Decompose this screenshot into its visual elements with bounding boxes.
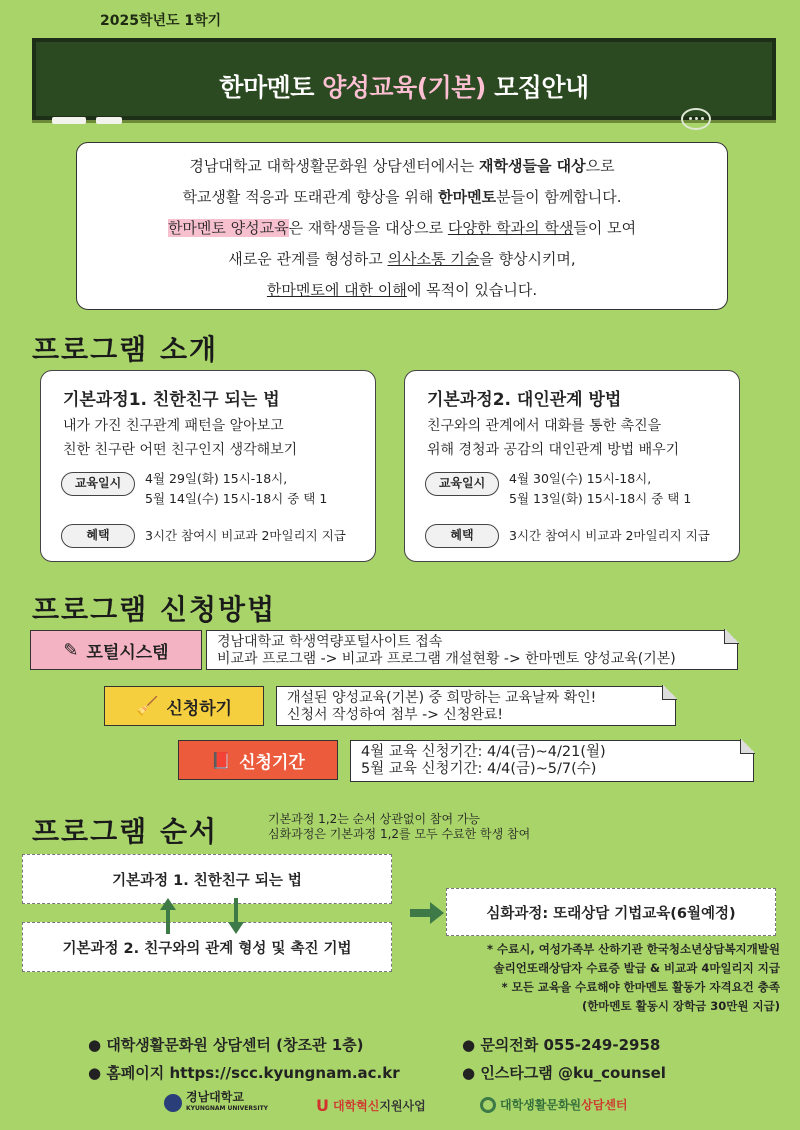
step-line-2: 5월 교육 신청기간: 4/4(금)~5/7(수) [361, 761, 597, 777]
course-dates [509, 469, 691, 509]
title-part-2: 양성교육(기본) [322, 73, 486, 102]
chalkboard-header [32, 38, 776, 120]
benefit-pill: 혜택 [425, 524, 499, 548]
center-text-a: 대학생활문화원 [500, 1098, 582, 1112]
step-apply-label [104, 686, 264, 726]
chalk-piece [96, 117, 122, 124]
section-heading-apply: 프로그램 신청방법 [32, 593, 277, 626]
swap-arrows-icon [150, 896, 260, 936]
course-title: 기본과정1. 친한친구 되는 법 [63, 390, 280, 410]
order-basic-2: 기본과정 2. 친구와의 관계 형성 및 촉진 기법 [22, 922, 392, 972]
footnote-2: 솔리언또래상담자 수료증 발급 & 비교과 4마일리지 지급 [493, 961, 780, 975]
step-apply-info [276, 686, 676, 726]
u-mark-icon: U [316, 1096, 329, 1115]
footnote-1: * 수료시, 여성가족부 산하기관 한국청소년상담복지개발원 [486, 942, 780, 956]
pencil-icon: ✎ [63, 639, 79, 661]
date-line-1: 4월 30일(수) 15시-18시, [509, 471, 652, 486]
footnote-3: * 모든 교육을 수료해야 한마멘토 활동가 자격요건 충족 [501, 980, 780, 994]
course-desc-2: 위해 경청과 공감의 대인관계 방법 배우기 [427, 442, 680, 458]
contact-insta: ● 인스타그램 @ku_counsel [462, 1064, 666, 1082]
footnotes [456, 940, 780, 1016]
step-line-1: 개설된 양성교육(기본) 중 희망하는 교육날짜 확인! [287, 690, 597, 706]
step-line-2: 신청서 작성하여 첨부 -> 신청완료! [287, 707, 504, 723]
leaf-icon [480, 1097, 496, 1113]
univ-logo [164, 1092, 268, 1114]
title-part-3: 모집안내 [485, 73, 589, 102]
center-logo [480, 1096, 628, 1113]
step-line-1: 4월 교육 신청기간: 4/4(금)~4/21(월) [361, 744, 606, 760]
broom-icon: 🧹 [135, 695, 159, 717]
step-line-2: 비교과 프로그램 -> 비교과 프로그램 개설현황 -> 한마멘토 양성교육(기본) [217, 651, 676, 667]
order-advanced: 심화과정: 또래상담 기법교육(6월예정) [446, 888, 776, 936]
course-desc-1: 내가 가진 친구관계 패턴을 알아보고 [63, 418, 284, 434]
speech-bubble-icon [681, 108, 711, 130]
univ-emblem-icon [164, 1094, 182, 1112]
book-icon: 📕 [211, 750, 232, 770]
date-pill: 교육일시 [425, 472, 499, 496]
date-line-1: 4월 29일(화) 15시-18시, [145, 471, 288, 486]
course-desc-1: 친구와의 관계에서 대화를 통한 촉진을 [427, 418, 662, 434]
univ-name: 경남대학교 [186, 1090, 244, 1104]
benefit-text: 3시간 참여시 비교과 2마일리지 지급 [509, 528, 710, 543]
course-card-2 [404, 370, 740, 562]
footnote-4: (한마멘토 활동시 장학금 30만원 지급) [581, 999, 780, 1013]
section-heading-program-intro: 프로그램 소개 [32, 333, 219, 366]
step-period-label [178, 740, 338, 780]
date-line-2: 5월 14일(수) 15시-18시 중 택 1 [145, 491, 328, 506]
benefit-pill: 혜택 [61, 524, 135, 548]
intro-line-1: 경남대학교 대학생활문화원 상담센터에서는 재학생들을 대상으로 [189, 157, 615, 175]
order-basic-1: 기본과정 1. 친한친구 되는 법 [22, 854, 392, 904]
step-period-info [350, 740, 754, 782]
intro-box [76, 142, 728, 310]
center-text-b: 상담센터 [581, 1098, 628, 1112]
step-portal-label [30, 630, 202, 670]
chalk-piece [52, 117, 86, 124]
order-note-2: 심화과정은 기본과정 1,2를 모두 수료한 학생 참여 [268, 827, 531, 841]
intro-line-3: 한마멘토 양성교육은 재학생들을 대상으로 다양한 학과의 학생들이 모여 [167, 219, 637, 237]
step-label-text: 신청기간 [239, 752, 305, 773]
order-note-1: 기본과정 1,2는 순서 상관없이 참여 가능 [268, 812, 481, 826]
step-label-text: 신청하기 [166, 698, 233, 719]
right-arrow-icon [410, 900, 446, 926]
contact-phone: ● 문의전화 055-249-2958 [462, 1036, 661, 1054]
contact-place: ● 대학생활문화원 상담센터 (창조관 1층) [88, 1036, 364, 1054]
intro-line-4: 새로운 관계를 형성하고 의사소통 기술을 향상시키며, [228, 250, 576, 268]
semester-label: 2025학년도 1학기 [100, 13, 222, 29]
univ-name-en: KYUNGNAM UNIVERSITY [186, 1105, 269, 1112]
title-part-1: 한마멘토 [219, 73, 323, 102]
page-title [36, 68, 772, 104]
course-title: 기본과정2. 대인관계 방법 [427, 390, 622, 410]
innov-text-a: 대학혁신 [333, 1099, 380, 1113]
course-dates [145, 469, 327, 509]
step-portal-info [206, 630, 738, 670]
innov-text-b: 지원사업 [379, 1099, 426, 1113]
order-notes [268, 812, 530, 842]
step-label-text: 포털시스템 [86, 642, 169, 663]
intro-line-2: 학교생활 적응과 또래관계 향상을 위해 한마멘토분들이 함께합니다. [182, 188, 622, 206]
benefit-text: 3시간 참여시 비교과 2마일리지 지급 [145, 528, 346, 543]
contact-web: ● 홈페이지 https://scc.kyungnam.ac.kr [88, 1064, 400, 1082]
date-pill: 교육일시 [61, 472, 135, 496]
step-line-1: 경남대학교 학생역량포털사이트 접속 [217, 634, 443, 650]
date-line-2: 5월 13일(화) 15시-18시 중 택 1 [509, 491, 692, 506]
course-card-1 [40, 370, 376, 562]
section-heading-order: 프로그램 순서 [32, 815, 219, 848]
innovation-logo [316, 1096, 426, 1115]
course-desc-2: 친한 친구란 어떤 친구인지 생각해보기 [63, 442, 298, 458]
intro-line-5: 한마멘토에 대한 이해에 목적이 있습니다. [266, 281, 538, 299]
